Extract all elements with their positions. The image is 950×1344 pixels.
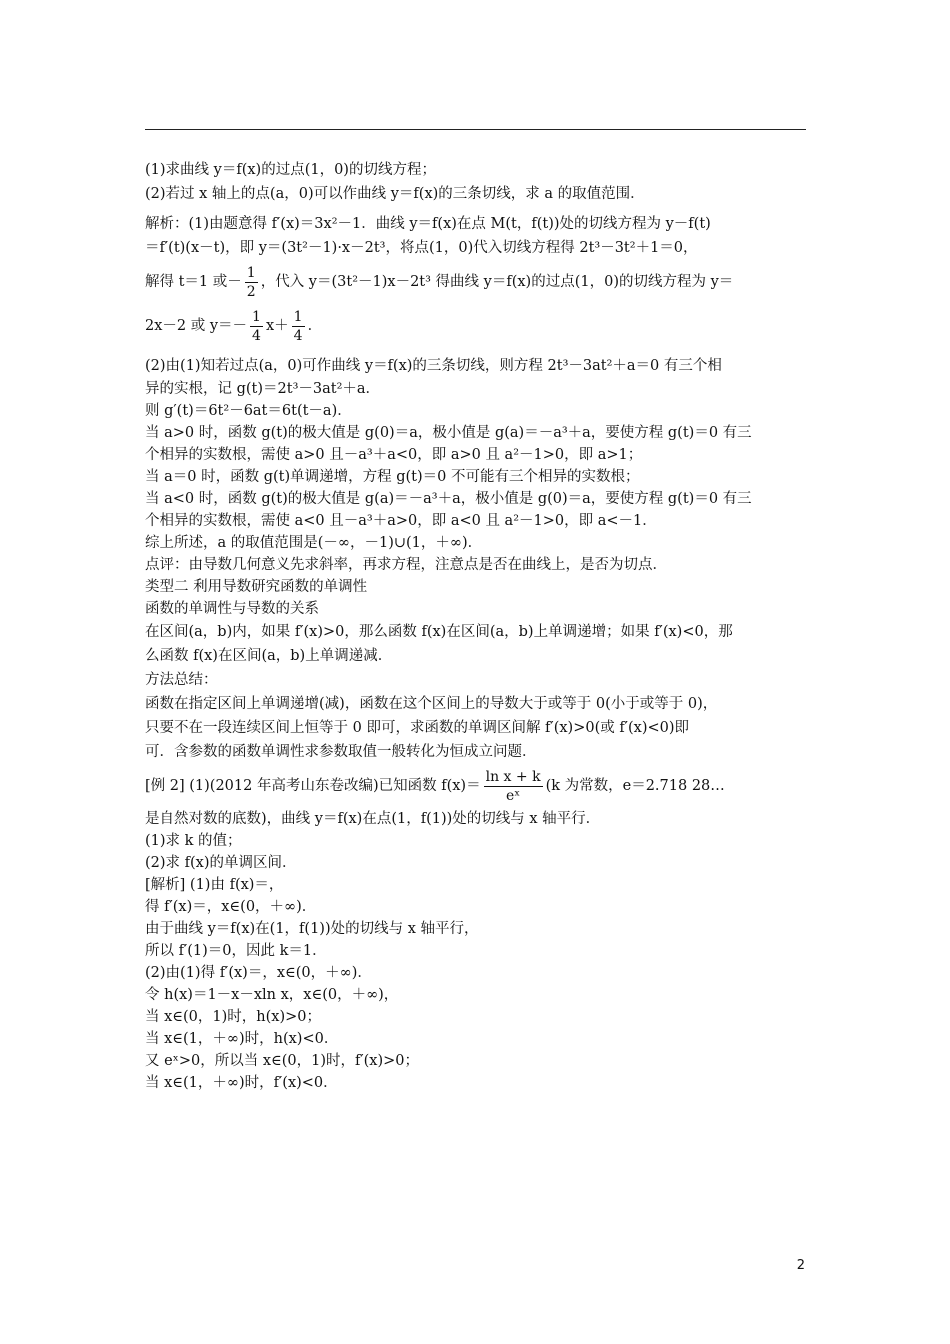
example-line: 是自然对数的底数)，曲线 y＝f(x)在点(1，f(1))处的切线与 x 轴平行． — [145, 811, 601, 827]
method-heading: 方法总结： — [145, 672, 218, 688]
example-text: [例 2] (1)(2012 年高考山东卷改编)已知函数 f(x)＝ — [145, 778, 481, 794]
body-line: 可．含参数的函数单调性求参数取值一般转化为恒成立问题． — [145, 744, 537, 760]
solution-line: (2)由(1)知若过点(a，0)可作曲线 y＝f(x)的三条切线，则方程 2t³－3at²＋a＝0 有三个相 — [145, 358, 722, 374]
solution-text: ，代入 y＝(3t²－1)x－2t³ 得曲线 y＝f(x)的过点(1，0)的切线方程为 y＝ — [260, 274, 734, 290]
body-line: 在区间(a，b)内，如果 f′(x)>0，那么函数 f(x)在区间(a，b)上单调递增；如果 f′(x)<0，那 — [145, 624, 733, 640]
example-text: (k 为常数，e＝2.718 28… — [545, 778, 725, 794]
body-line: 函数在指定区间上单调递增(减)，函数在这个区间上的导数大于或等于 0(小于或等于 0)， — [145, 696, 718, 712]
solution-text: x＋ — [265, 318, 289, 334]
solution-text: ． — [307, 318, 323, 334]
fraction-numerator: ln x + k — [485, 768, 541, 785]
solution-line: 解析：(1)由题意得 f′(x)＝3x²－1．曲线 y＝f(x)在点 M(t，f(t))处的切线方程为 y－f(t) — [145, 216, 711, 232]
section-heading: 类型二 利用导数研究函数的单调性 — [145, 579, 368, 595]
solution-line: 异的实根，记 g(t)＝2t³－3at²＋a． — [145, 381, 381, 397]
fraction-denominator: eˣ — [505, 787, 521, 804]
page-number: 2 — [796, 1258, 805, 1273]
example-line: 所以 f′(1)＝0，因此 k＝1． — [145, 943, 327, 959]
example-line: 又 eˣ>0，所以当 x∈(0，1)时，f′(x)>0； — [145, 1053, 420, 1069]
solution-line: 个相异的实数根，需使 a>0 且－a³＋a<0，即 a>0 且 a²－1>0，即 a>1； — [145, 447, 643, 463]
fraction-numerator: 1 — [252, 308, 261, 325]
fraction-denominator: 2 — [246, 283, 256, 300]
solution-text: 2x－2 或 y＝－ — [145, 318, 248, 334]
fraction-fx — [484, 768, 543, 805]
example-line-fraction — [145, 764, 807, 808]
example-line: 由于曲线 y＝f(x)在(1，f(1))处的切线与 x 轴平行， — [145, 921, 479, 937]
header-rule — [145, 129, 806, 130]
solution-text: 解得 t＝1 或－ — [145, 274, 242, 290]
example-line: 当 x∈(1，＋∞)时，h(x)<0． — [145, 1031, 339, 1047]
solution-line: 则 g′(t)＝6t²－6at＝6t(t－a)． — [145, 403, 352, 419]
body-line: 么函数 f(x)在区间(a，b)上单调递减． — [145, 648, 393, 664]
solution-line: 综上所述，a 的取值范围是(－∞，－1)∪(1，＋∞)． — [145, 535, 483, 551]
example-line: 当 x∈(0，1)时，h(x)>0； — [145, 1009, 321, 1025]
question-1: (1)求曲线 y＝f(x)的过点(1，0)的切线方程； — [145, 162, 436, 178]
body-line: 只要不在一段连续区间上恒等于 0 即可，求函数的单调区间解 f′(x)>0(或 f′(x)<0)即 — [145, 720, 690, 736]
solution-line: ＝f′(t)(x－t)，即 y＝(3t²－1)·x－2t³，将点(1，0)代入切线方程得 2t³－3t²＋1＝0， — [145, 240, 698, 256]
example-line: (1)求 k 的值； — [145, 833, 242, 849]
example-line: (2)由(1)得 f′(x)＝，x∈(0，＋∞)． — [145, 965, 372, 981]
example-line: 当 x∈(1，＋∞)时，f′(x)<0． — [145, 1075, 338, 1091]
example-line: 令 h(x)＝1－x－xln x，x∈(0，＋∞)， — [145, 987, 399, 1003]
fraction-half — [245, 264, 258, 301]
fraction-denominator: 4 — [252, 327, 261, 344]
question-2: (2)若过 x 轴上的点(a，0)可以作曲线 y＝f(x)的三条切线，求 a 的取值范围． — [145, 186, 645, 202]
comment-line: 点评：由导数几何意义先求斜率，再求方程，注意点是否在曲线上，是否为切点． — [145, 557, 667, 573]
fraction-quarter — [292, 308, 305, 345]
fraction-numerator: 1 — [293, 308, 303, 325]
document-body — [145, 158, 807, 1094]
example-line: [解析] (1)由 f(x)＝， — [145, 877, 284, 893]
example-line: (2)求 f(x)的单调区间． — [145, 855, 297, 871]
subheading: 函数的单调性与导数的关系 — [145, 601, 319, 617]
solution-line: 当 a>0 时，函数 g(t)的极大值是 g(0)＝a，极小值是 g(a)＝－a³＋a，要使方程 g(t)＝0 有三 — [145, 425, 752, 441]
solution-line-fraction — [145, 304, 807, 348]
fraction-quarter — [250, 308, 263, 345]
solution-line-fraction — [145, 260, 807, 304]
example-line: 得 f′(x)＝，x∈(0，＋∞)． — [145, 899, 317, 915]
fraction-numerator: 1 — [246, 264, 256, 281]
solution-line: 当 a<0 时，函数 g(t)的极大值是 g(a)＝－a³＋a，极小值是 g(0)＝a，要使方程 g(t)＝0 有三 — [145, 491, 752, 507]
solution-line: 个相异的实数根，需使 a<0 且－a³＋a>0，即 a<0 且 a²－1>0，即 a<－1． — [145, 513, 657, 529]
fraction-denominator: 4 — [293, 327, 303, 344]
solution-line: 当 a＝0 时，函数 g(t)单调递增，方程 g(t)＝0 不可能有三个相异的实数根； — [145, 469, 640, 485]
